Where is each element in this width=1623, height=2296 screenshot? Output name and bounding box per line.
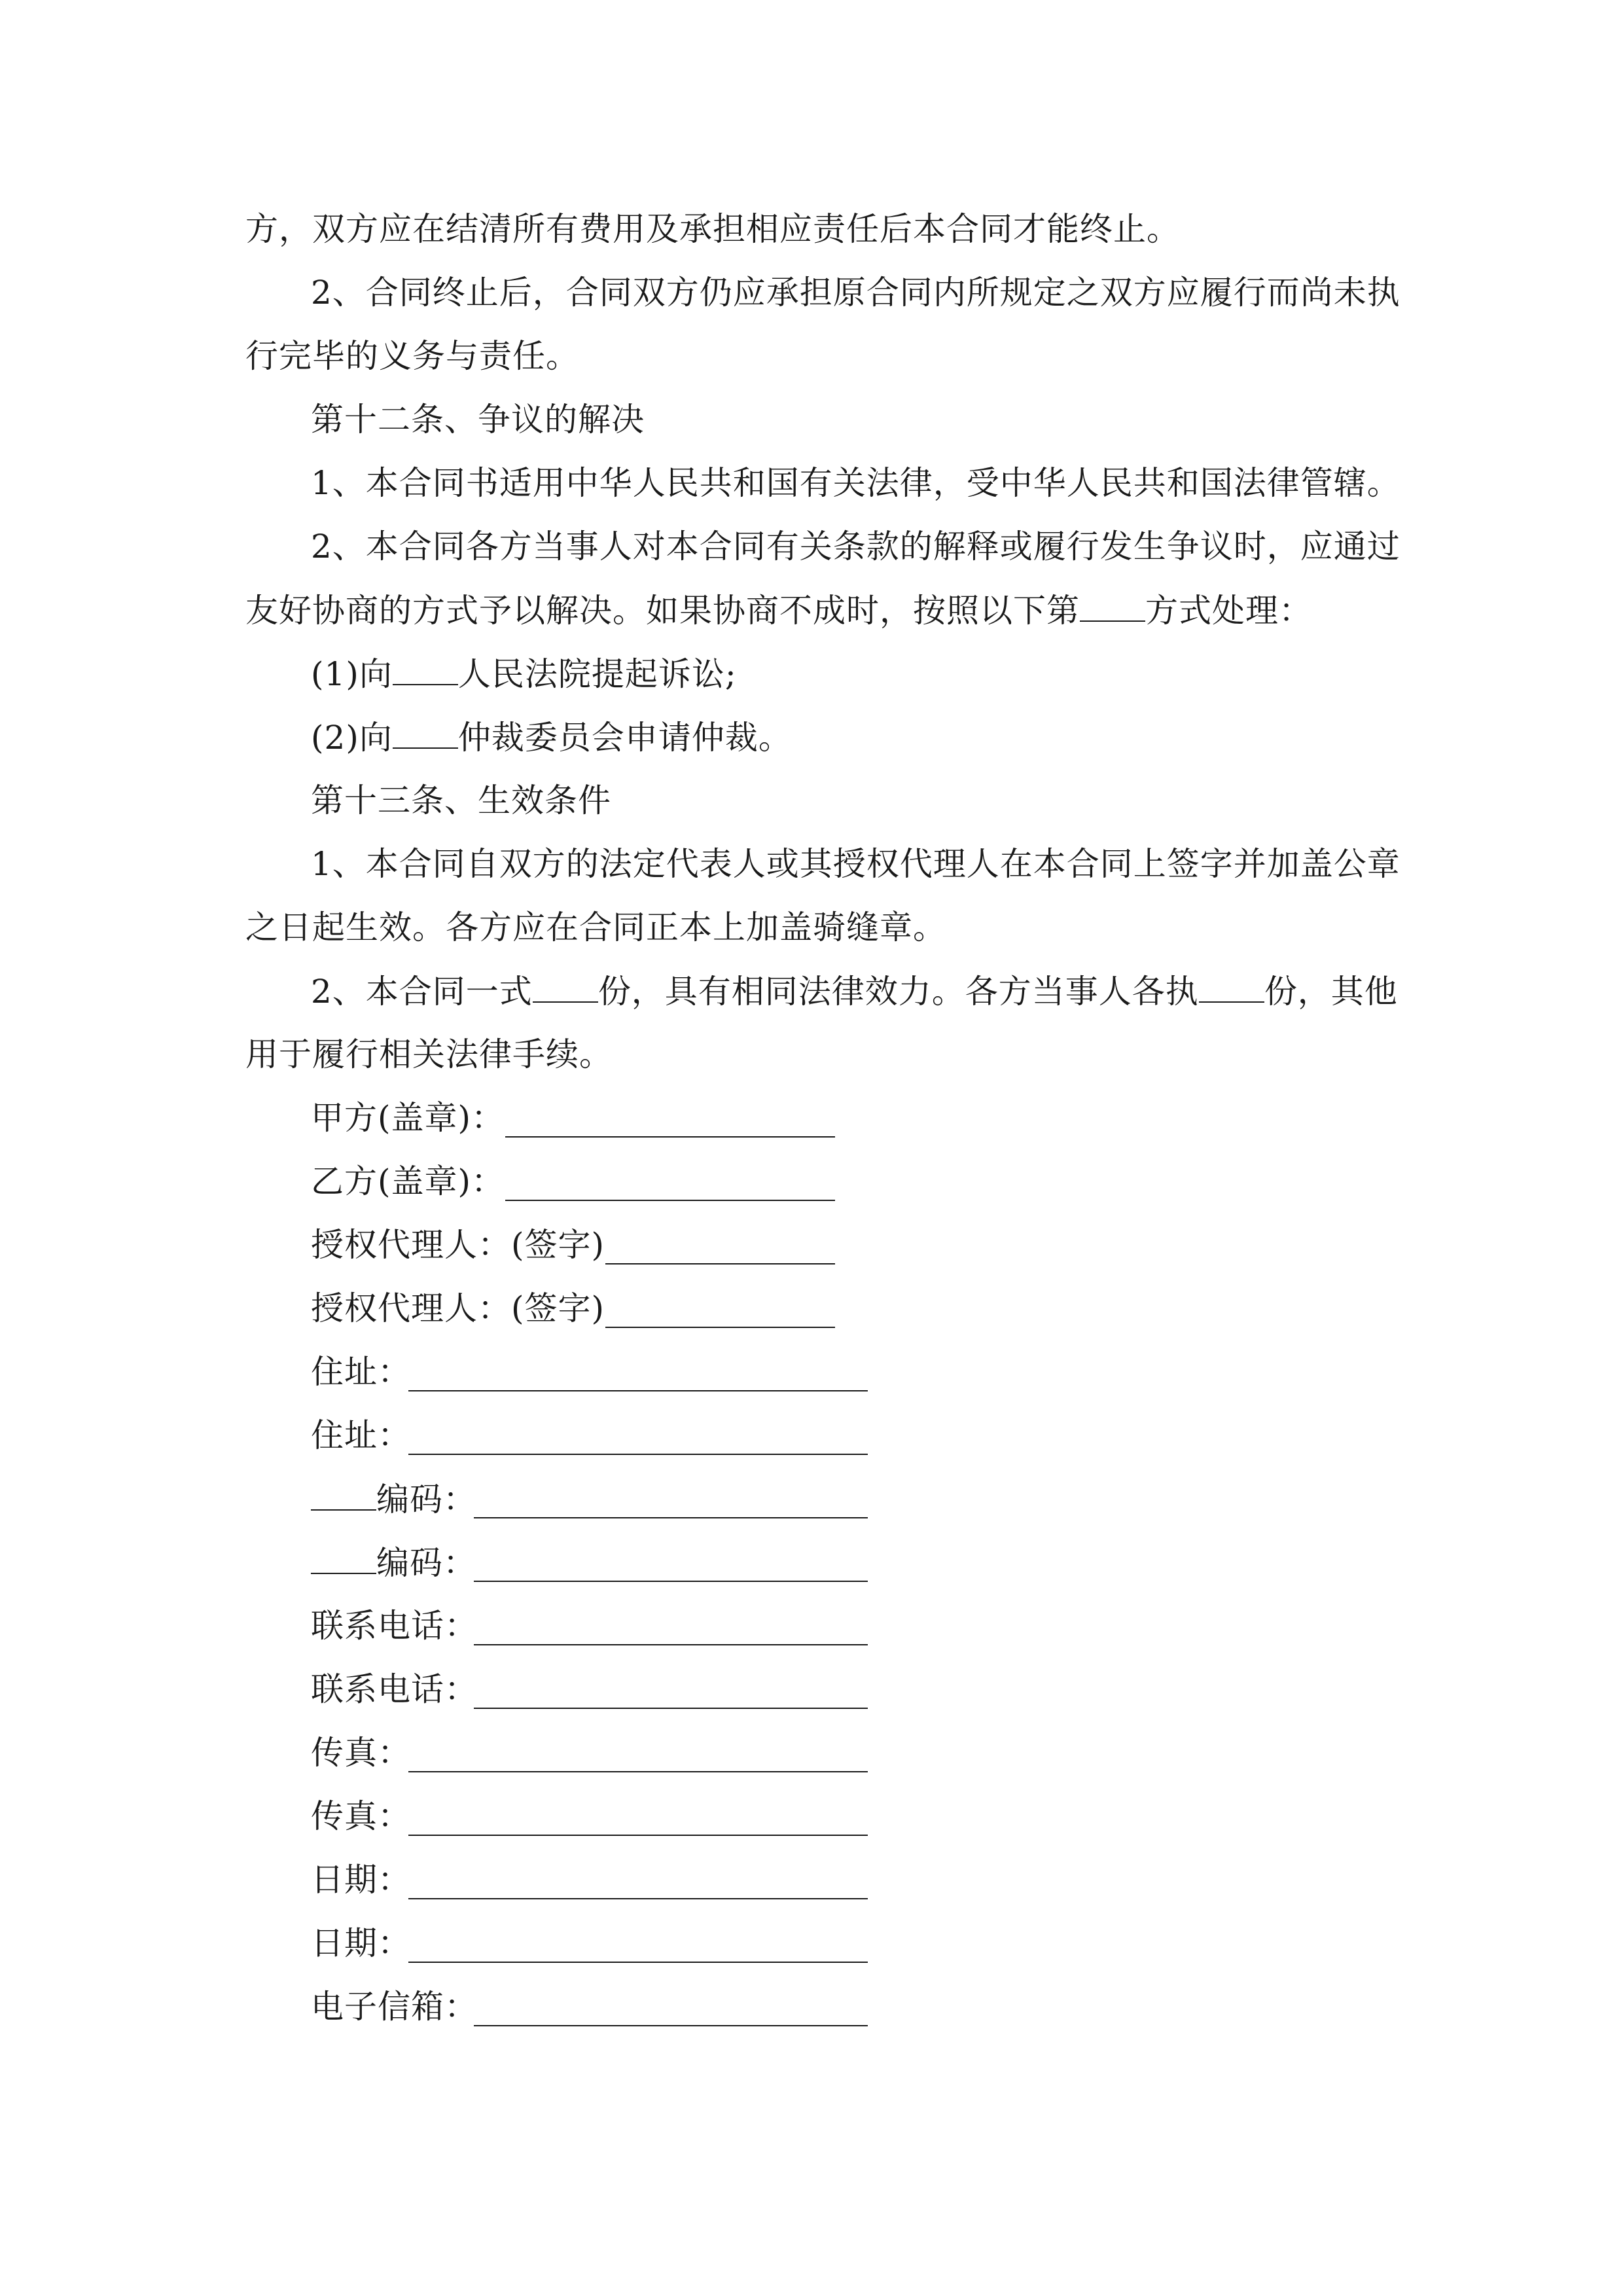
text: 份，具有相同法律效力。各方当事人各执 (597, 973, 1199, 1011)
postal-code-field (311, 1479, 476, 1518)
paragraph-line (245, 209, 1180, 249)
field-label: 日期： (311, 1924, 411, 1962)
section-heading (311, 781, 611, 820)
field-label: 授权代理人：(签字) (311, 1289, 605, 1327)
text: (1)向 (311, 655, 393, 693)
agent-signature-line[interactable] (605, 1327, 835, 1328)
fill-in-blank[interactable] (311, 1543, 376, 1574)
fill-in-blank[interactable] (393, 717, 458, 749)
fill-in-blank[interactable] (311, 1479, 376, 1511)
text: 友好协商的方式予以解决。如果协商不成时，按照以下第 (245, 592, 1080, 630)
field-label: 住址： (311, 1416, 411, 1454)
signature-field-agent (311, 1289, 605, 1328)
date-line[interactable] (408, 1898, 868, 1899)
paragraph-line (311, 971, 1398, 1011)
paragraph-line (311, 717, 792, 757)
signature-field-agent (311, 1225, 605, 1265)
phone-field (311, 1670, 478, 1709)
paragraph-line (311, 527, 1400, 566)
address-line[interactable] (408, 1454, 868, 1455)
field-label: 甲方(盖章)： (311, 1099, 505, 1137)
section-heading (311, 400, 645, 439)
address-line[interactable] (408, 1390, 868, 1391)
field-label: 联系电话： (311, 1670, 478, 1708)
paragraph-line (311, 844, 1400, 884)
text: 第十二条、争议的解决 (311, 401, 645, 439)
party-a-seal-line[interactable] (505, 1136, 835, 1138)
fax-line[interactable] (408, 1835, 868, 1836)
text: 份，其他 (1264, 973, 1398, 1011)
postal-code-line[interactable] (474, 1517, 868, 1518)
field-label: 住址： (311, 1353, 411, 1391)
fax-line[interactable] (408, 1771, 868, 1772)
signature-field-party-b (311, 1162, 505, 1201)
fax-field (311, 1797, 411, 1836)
text: 1、本合同自双方的法定代表人或其授权代理人在本合同上签字并加盖公章 (311, 845, 1400, 883)
field-label: 授权代理人：(签字) (311, 1226, 605, 1264)
text: 用于履行相关法律手续。 (245, 1035, 613, 1073)
paragraph-line (311, 273, 1400, 312)
phone-field (311, 1606, 478, 1645)
field-label: 传真： (311, 1797, 411, 1835)
party-b-seal-line[interactable] (505, 1200, 835, 1201)
fill-in-blank[interactable] (393, 654, 458, 685)
fill-in-blank[interactable] (1080, 590, 1145, 622)
text: 仲裁委员会申请仲裁。 (457, 719, 792, 757)
date-field (311, 1860, 411, 1899)
field-label: 日期： (311, 1861, 411, 1899)
text: 之日起生效。各方应在合同正本上加盖骑缝章。 (245, 908, 946, 946)
paragraph-line (245, 1035, 613, 1074)
text: 方式处理： (1145, 592, 1312, 630)
text: 2、本合同一式 (311, 973, 533, 1011)
text: 2、本合同各方当事人对本合同有关条款的解释或履行发生争议时，应通过 (311, 528, 1400, 565)
field-label: 传真： (311, 1734, 411, 1772)
paragraph-line (245, 336, 579, 376)
address-field (311, 1416, 411, 1455)
signature-field-party-a (311, 1098, 505, 1138)
text: 人民法院提起诉讼; (457, 655, 737, 693)
text: (2)向 (311, 719, 393, 757)
text: 1、本合同书适用中华人民共和国有关法律，受中华人民共和国法律管辖。 (311, 464, 1400, 502)
text: 2、合同终止后，合同双方仍应承担原合同内所规定之双方应履行而尚未执 (311, 274, 1400, 312)
text: 第十三条、生效条件 (311, 781, 611, 819)
email-line[interactable] (474, 2025, 868, 2026)
date-field (311, 1924, 411, 1963)
field-label: 乙方(盖章)： (311, 1162, 505, 1200)
fill-in-blank[interactable] (533, 971, 598, 1003)
paragraph-line (245, 908, 946, 947)
fill-in-blank[interactable] (1199, 971, 1264, 1003)
date-line[interactable] (408, 1962, 868, 1963)
address-field (311, 1352, 411, 1391)
paragraph-line (311, 463, 1400, 503)
text: 方，双方应在结清所有费用及承担相应责任后本合同才能终止。 (245, 210, 1180, 248)
postal-code-line[interactable] (474, 1581, 868, 1582)
field-label: 联系电话： (311, 1607, 478, 1645)
phone-line[interactable] (474, 1644, 868, 1645)
fax-field (311, 1733, 411, 1772)
field-label: 编码： (376, 1544, 476, 1582)
paragraph-line (245, 590, 1312, 630)
phone-line[interactable] (474, 1708, 868, 1709)
postal-code-field (311, 1543, 476, 1582)
email-field (311, 1987, 478, 2026)
field-label: 电子信箱： (311, 1988, 478, 2026)
text: 行完毕的义务与责任。 (245, 337, 579, 375)
field-label: 编码： (376, 1480, 476, 1518)
agent-signature-line[interactable] (605, 1263, 835, 1265)
paragraph-line (311, 654, 737, 693)
